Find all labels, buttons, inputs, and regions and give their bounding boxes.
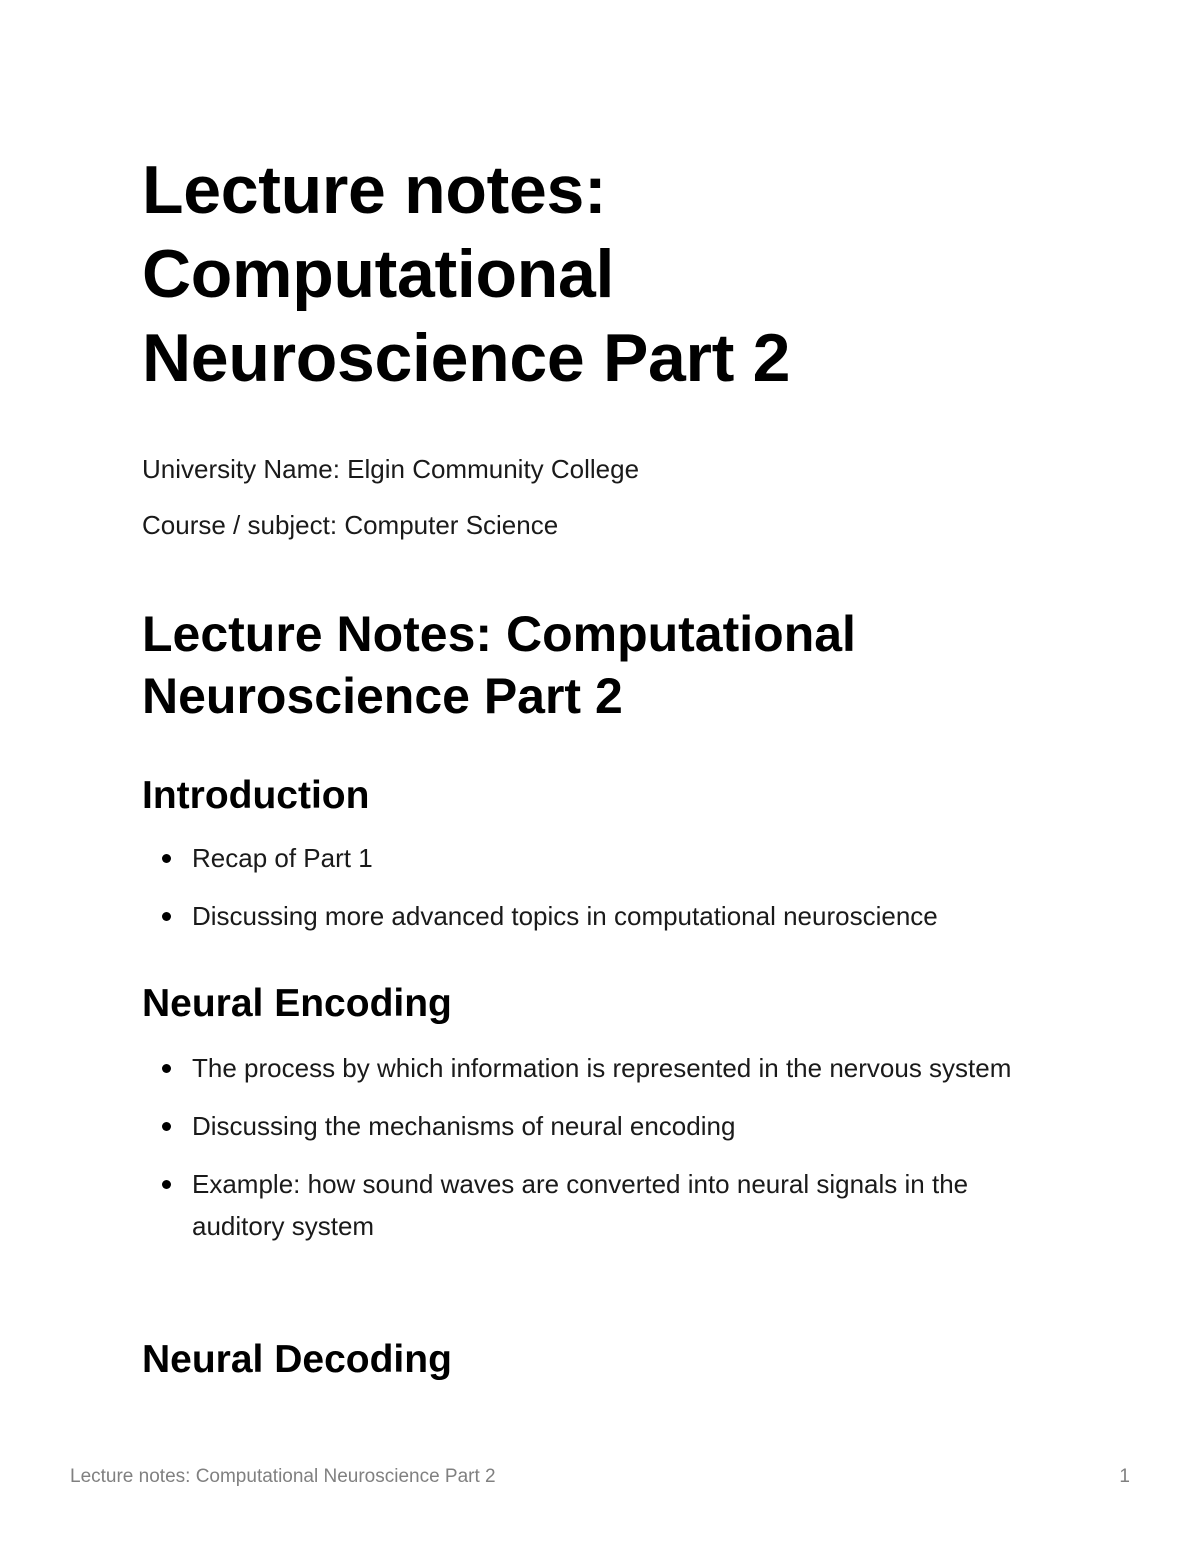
neural-decoding-heading: Neural Decoding <box>142 1338 452 1381</box>
list-item <box>142 1047 1062 1089</box>
document-title: Lecture notes: Computational Neuroscience Part 2 <box>142 152 791 396</box>
list-item-text: Recap of Part 1 <box>192 843 373 873</box>
list-item <box>142 1163 1062 1247</box>
neural-encoding-heading: Neural Encoding <box>142 982 452 1025</box>
list-item-text: The process by which information is represented in the nervous system <box>192 1053 1012 1083</box>
university-name: University Name: Elgin Community College <box>142 454 640 484</box>
list-item-text: Discussing more advanced topics in computational neuroscience <box>192 901 938 931</box>
bullet-icon <box>162 1122 171 1131</box>
list-item <box>142 1105 1062 1147</box>
footer-title: Lecture notes: Computational Neuroscience Part 2 <box>70 1466 496 1487</box>
introduction-list <box>142 837 1062 953</box>
bullet-icon <box>162 854 171 863</box>
list-item <box>142 837 1062 879</box>
neural-encoding-list <box>142 1047 1062 1263</box>
bullet-icon <box>162 1064 171 1073</box>
course-subject: Course / subject: Computer Science <box>142 510 559 540</box>
introduction-heading: Introduction <box>142 774 370 817</box>
page-number: 1 <box>1119 1466 1130 1487</box>
bullet-icon <box>162 912 171 921</box>
list-item <box>142 895 1062 937</box>
list-item-text: Example: how sound waves are converted into neural signals in the auditory system <box>192 1169 969 1241</box>
main-heading: Lecture Notes: Computational Neuroscience Part 2 <box>142 606 856 724</box>
list-item-text: Discussing the mechanisms of neural encoding <box>192 1111 736 1141</box>
bullet-icon <box>162 1180 171 1189</box>
